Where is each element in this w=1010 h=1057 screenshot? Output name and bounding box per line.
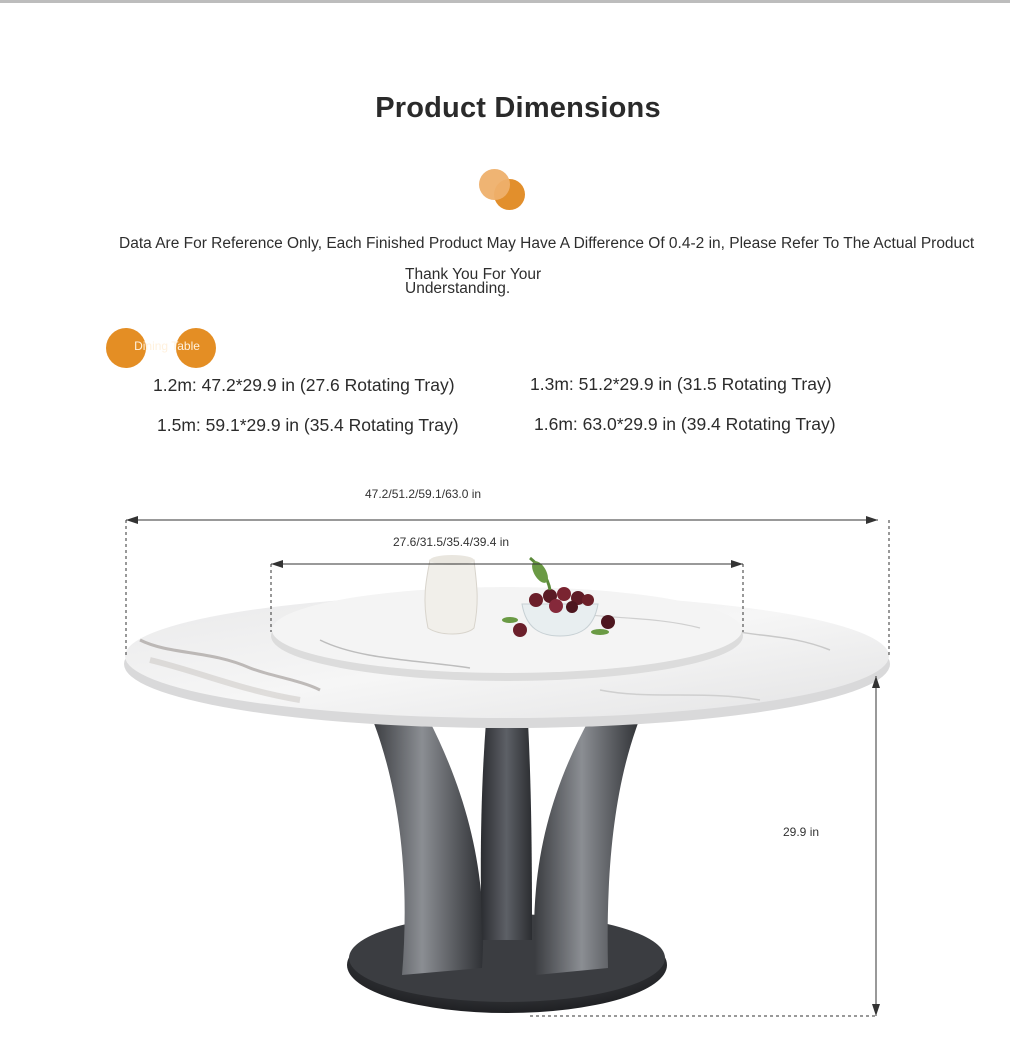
table-legs [372,718,640,975]
page-title: Product Dimensions [375,92,661,124]
spec-1-2m: 1.2m: 47.2*29.9 in (27.6 Rotating Tray) [153,375,455,395]
rotating-tray [271,587,743,681]
tray-width-label: 27.6/31.5/35.4/39.4 in [393,535,510,549]
spec-1-3m: 1.3m: 51.2*29.9 in (31.5 Rotating Tray) [530,374,832,394]
badge-label: Dining Table [134,339,200,353]
orange-dot-light [479,169,510,200]
table-width-label: 47.2/51.2/59.1/63.0 in [365,487,482,501]
vase [425,555,477,634]
spec-1-6m: 1.6m: 63.0*29.9 in (39.4 Rotating Tray) [534,414,836,434]
note-line-a: Thank You For Your [405,266,542,283]
spec-1-5m: 1.5m: 59.1*29.9 in (35.4 Rotating Tray) [157,415,459,435]
note-line-b: Understanding. [405,280,511,297]
table-height-label: 29.9 in [783,825,820,839]
reference-note: Data Are For Reference Only, Each Finished Product May Have A Difference Of 0.4-2 in, Please Refer To The Actual Product [119,235,975,252]
